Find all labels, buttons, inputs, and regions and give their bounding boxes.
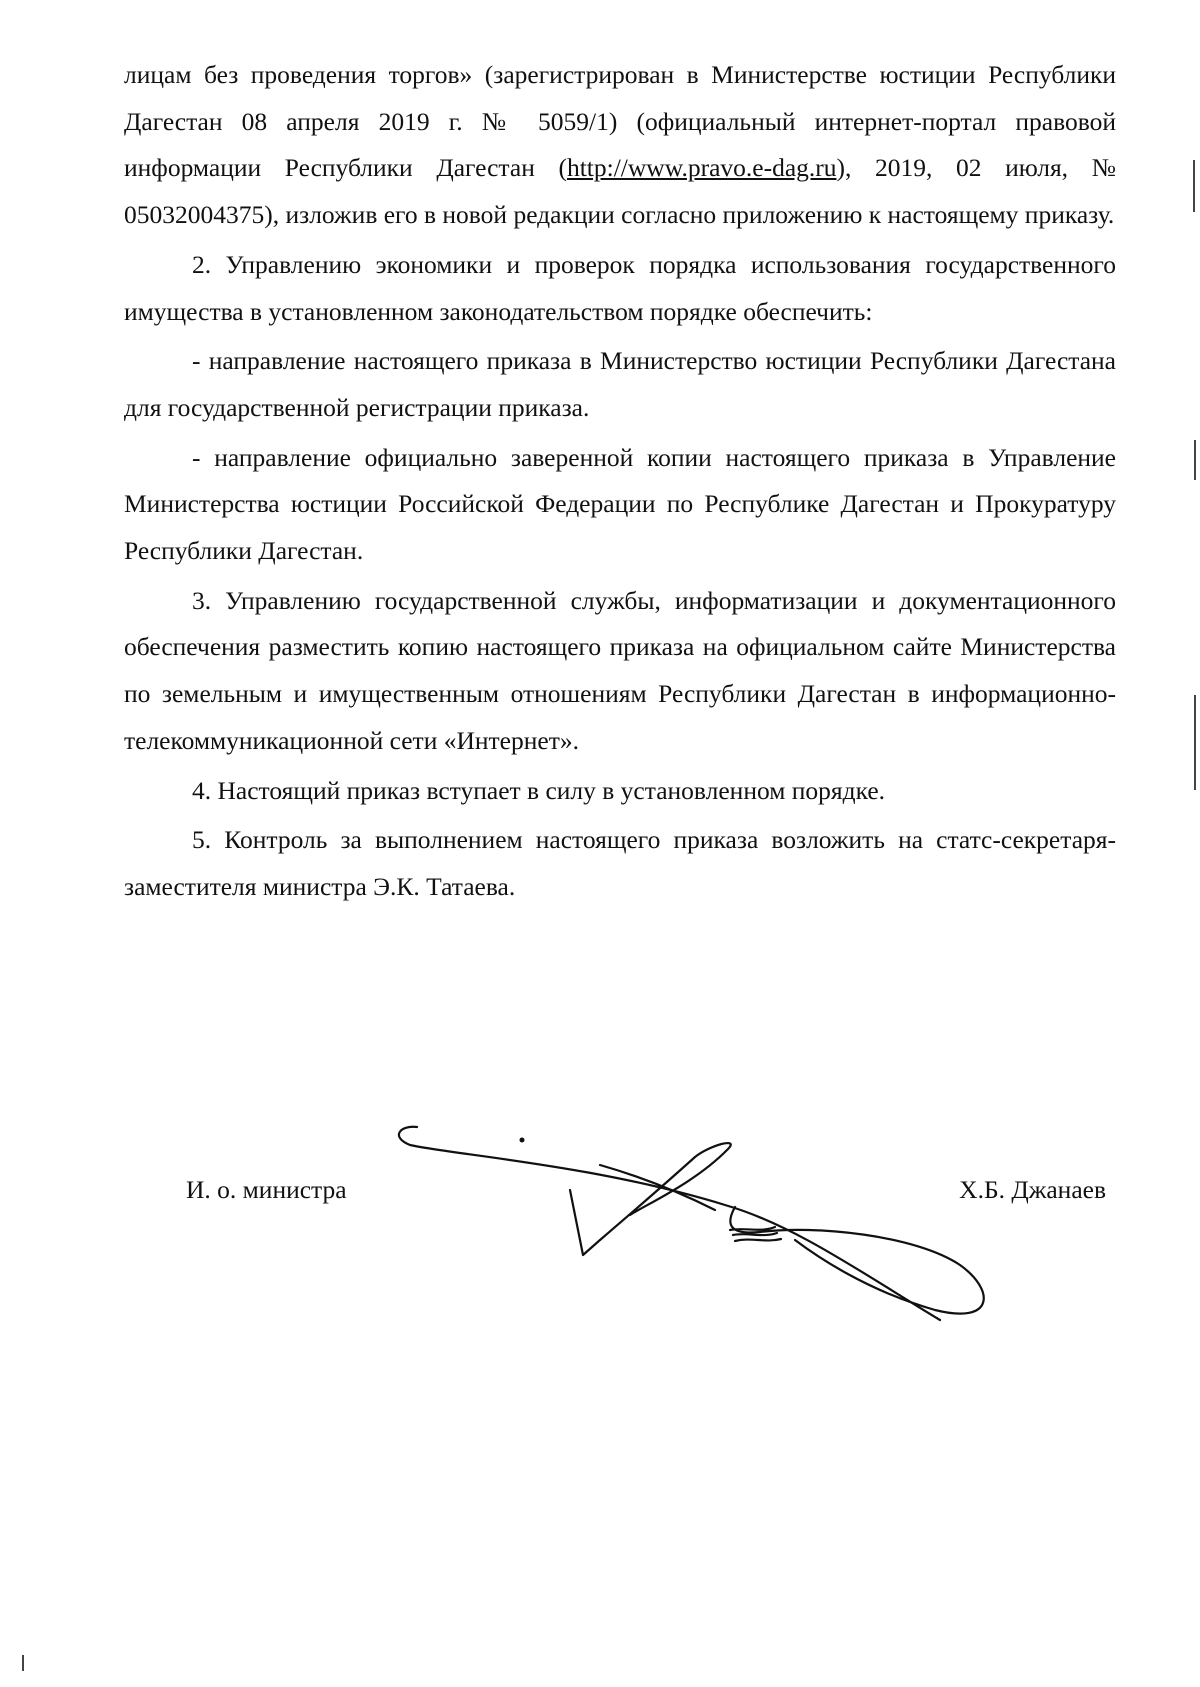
signatory-name: Х.Б. Джанаев	[959, 1175, 1106, 1204]
scan-artifact-right-2	[1194, 440, 1196, 480]
scan-artifact-left-bottom	[22, 1655, 24, 1671]
paragraph-1-line-2: Республики Дагестан 08 апреля 2019 г. № 5059/1) (официальный интернет-портал	[124, 60, 1117, 136]
paragraph-1	[124, 52, 1116, 239]
paragraph-4: - направление официально заверенной копии настоящего приказа в Управление Министерства юстиции Российской Федерации по Республике Дагестан и Прокуратуру Республики Дагестан.	[124, 442, 1116, 566]
paragraph-5: 3. Управлению государственной службы, информатизации и документационного обеспечения разместить копию настоящего приказа на официальном сайте Министерства по земельным и имущественным отношениям Республики Дагестан в информационно-телекоммуникационной сети «Интернет».	[124, 585, 1116, 755]
signatory-position: И. о. министра	[186, 1175, 347, 1204]
document-body	[124, 52, 1116, 911]
paragraph-6: 4. Настоящий приказ вступает в силу в установленном порядке.	[192, 775, 886, 805]
paragraph-1-line-3-start: правовой информации Республики Дагестан (	[124, 106, 1116, 183]
pravo-portal-link[interactable]: http://www.pravo.e-dag.ru	[566, 153, 837, 183]
scan-artifact-right-1	[1193, 160, 1195, 212]
paragraph-1-line-1: лицам без проведения торгов» (зарегистрирован в Министерстве юстиции	[124, 60, 976, 89]
paragraph-1-line-4: 02 июля, № 05032004375), изложив его в новой редакции согласно приложению к настоящему приказу.	[124, 153, 1116, 230]
handwritten-signature	[395, 1115, 1055, 1345]
paragraph-3: - направление настоящего приказа в Министерство юстиции Республики Дагестана для государственной регистрации приказа.	[124, 346, 1116, 422]
paragraph-7: 5. Контроль за выполнением настоящего приказа возложить на статс-секретаря-заместителя министра Э.К. Татаева.	[124, 825, 1116, 901]
scan-artifact-right-3	[1194, 695, 1196, 790]
paragraph-1-line-3-end: ), 2019,	[836, 153, 933, 183]
paragraph-2: 2. Управлению экономики и проверок порядка использования государственного имущества в установленном законодательством порядке обеспечить:	[124, 249, 1116, 326]
